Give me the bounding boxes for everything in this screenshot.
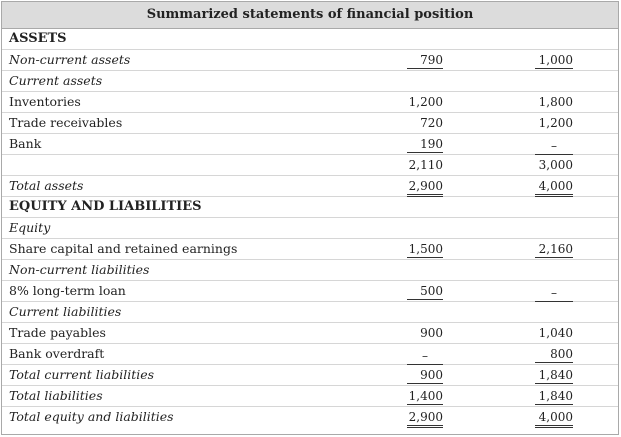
row-label: Total current liabilities	[9, 367, 155, 382]
value-col-1: 1,500	[408, 242, 443, 256]
value-col-2: –	[535, 138, 573, 155]
value-col-1: 2,900	[407, 178, 443, 197]
value-col-1: 190	[407, 136, 443, 153]
row-label: Current liabilities	[9, 304, 122, 319]
row-label: Total equity and liabilities	[9, 409, 174, 424]
value-col-2: 1,200	[538, 116, 573, 130]
value-col-1: 2,900	[407, 409, 443, 428]
row-label: ASSETS	[9, 31, 67, 46]
value-col-1: 2,110	[408, 158, 443, 172]
row-label: Total assets	[9, 178, 84, 193]
table-row-assets-heading	[2, 29, 618, 50]
value-col-1: 900	[407, 367, 443, 384]
value-col-2: 800	[535, 346, 573, 363]
table-row-current-assets-heading	[2, 71, 618, 92]
row-label: Trade receivables	[9, 115, 123, 130]
table-row-long-term-loan	[2, 281, 618, 302]
value-col-2: 4,000	[535, 409, 573, 428]
statement-title: Summarized statements of financial position	[2, 2, 618, 29]
value-col-2: –	[535, 285, 573, 302]
table-row-bank	[2, 134, 618, 155]
value-col-2: 1,040	[538, 326, 573, 340]
value-col-1: 1,200	[408, 95, 443, 109]
table-row-total-assets	[2, 176, 618, 197]
table-row-trade-payables	[2, 323, 618, 344]
value-col-2: 1,000	[535, 52, 573, 69]
row-label: Equity	[9, 220, 51, 235]
table-row-bank-overdraft	[2, 344, 618, 365]
row-label: Total liabilities	[9, 388, 103, 403]
row-label: Bank overdraft	[9, 346, 105, 361]
table-row-share-capital	[2, 239, 618, 260]
table-row-trade-receivables	[2, 113, 618, 134]
row-label: Share capital and retained earnings	[9, 241, 238, 256]
row-label: Non-current liabilities	[9, 262, 150, 277]
value-col-1: 1,400	[408, 389, 443, 403]
table-row-current-assets-subtotal	[2, 155, 618, 176]
value-col-2: 2,160	[535, 241, 573, 258]
row-label: EQUITY AND LIABILITIES	[9, 199, 202, 214]
row-label: Inventories	[9, 94, 81, 109]
value-col-2: 1,800	[538, 95, 573, 109]
row-label: Non-current assets	[9, 52, 131, 67]
table-row-equity-heading	[2, 218, 618, 239]
table-row-non-current-liabilities-heading	[2, 260, 618, 281]
value-col-2: 3,000	[538, 158, 573, 172]
table-row-current-liabilities-heading	[2, 302, 618, 323]
row-label: Current assets	[9, 73, 103, 88]
table-row-inventories	[2, 92, 618, 113]
value-col-1: 790	[407, 52, 443, 69]
value-col-2: 1,840	[535, 367, 573, 384]
table-row-total-liabilities	[2, 386, 618, 407]
table-row-non-current-assets	[2, 50, 618, 71]
value-col-1: 500	[407, 283, 443, 300]
row-label: Trade payables	[9, 325, 106, 340]
table-row-total-current-liabilities	[2, 365, 618, 386]
value-col-2: 1,840	[535, 388, 573, 405]
value-col-1: 900	[420, 326, 443, 340]
table-row-total-equity-liabilities	[2, 407, 618, 428]
value-col-2: 4,000	[535, 178, 573, 197]
value-col-1: –	[407, 348, 443, 365]
row-label: Bank	[9, 136, 42, 151]
value-col-1: 720	[420, 116, 443, 130]
financial-position-statement	[1, 1, 619, 435]
row-label: 8% long-term loan	[9, 283, 126, 298]
table-row-equity-liabilities-heading	[2, 197, 618, 218]
